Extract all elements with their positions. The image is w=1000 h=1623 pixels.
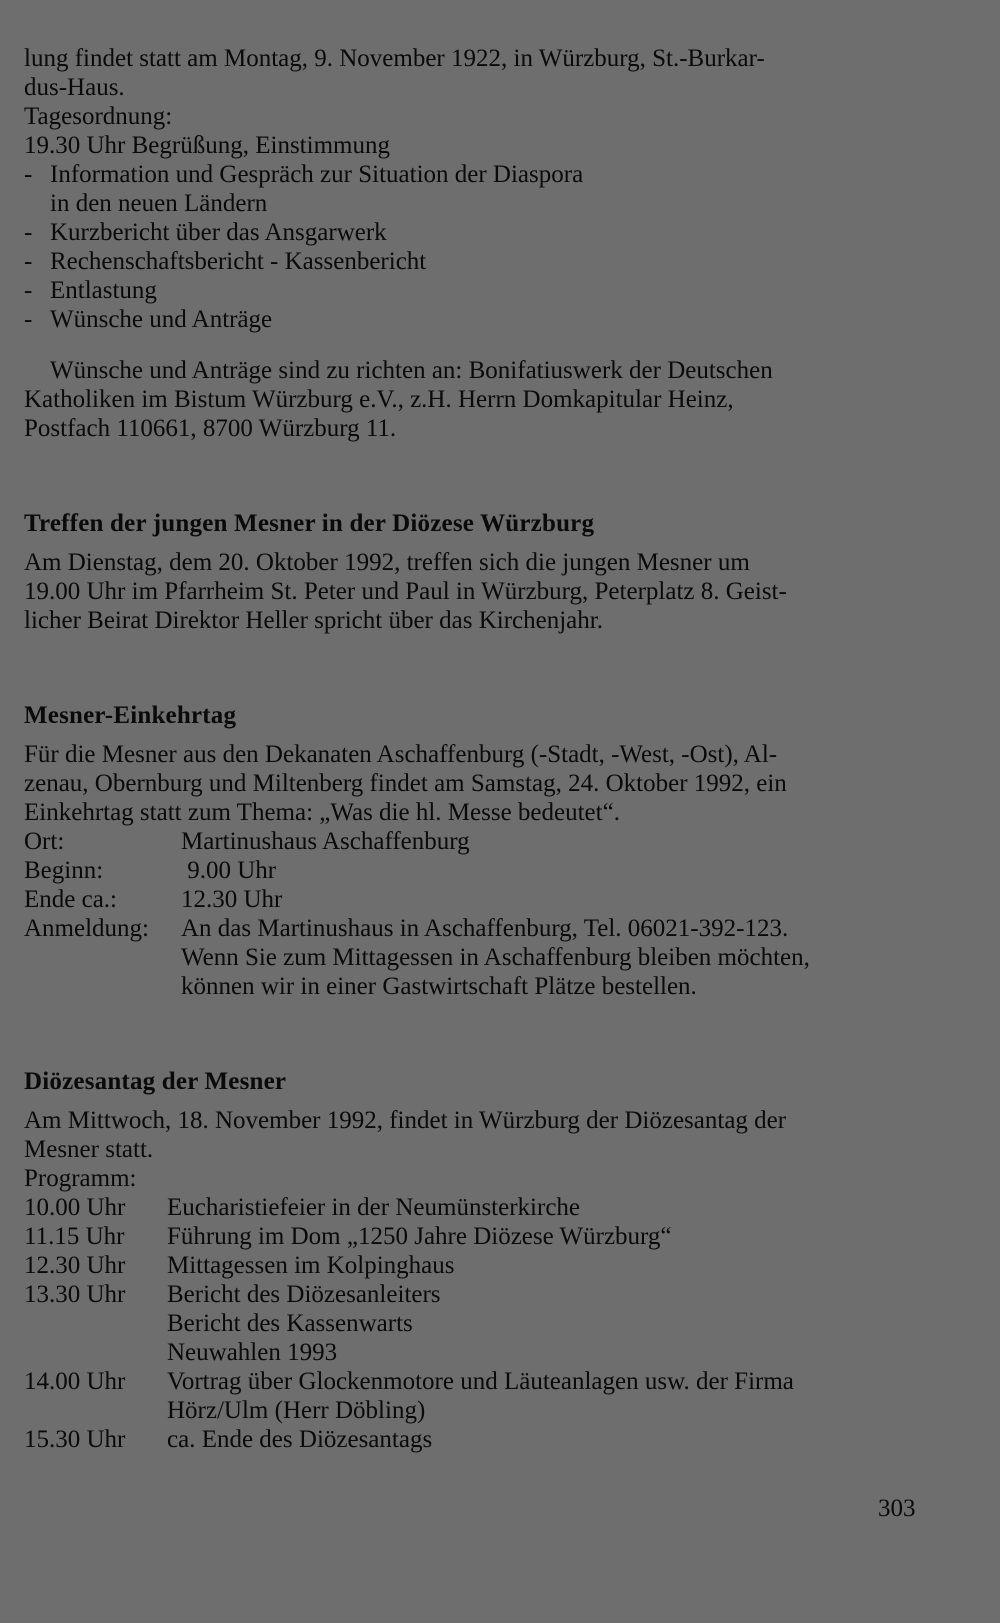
page-number: 303	[878, 1495, 916, 1522]
note-line: Katholiken im Bistum Würzburg e.V., z.H. Herrn Domkapitular Heinz,	[24, 386, 734, 413]
section-diocesan-day	[24, 1067, 924, 1454]
detail-row: Ende ca.: 12.30 Uhr	[24, 886, 283, 913]
section-heading: Diözesantag der Mesner	[24, 1068, 287, 1095]
program-row: 10.00 Uhr Eucharistiefeier in der Neumünsterkirche	[24, 1194, 581, 1221]
detail-row-cont: können wir in einer Gastwirtschaft Plätze bestellen.	[181, 973, 697, 1000]
program-row: Neuwahlen 1993	[167, 1339, 338, 1366]
text-line: Mesner statt.	[24, 1136, 154, 1163]
program-row: Bericht des Kassenwarts	[167, 1310, 413, 1337]
agenda-item: - Rechenschaftsbericht - Kassenbericht	[24, 248, 427, 275]
section-retreat-day	[24, 701, 924, 1001]
section-heading: Treffen der jungen Mesner in der Diözese Würzburg	[24, 510, 595, 537]
text-line: Am Mittwoch, 18. November 1992, findet in Würzburg der Diözesantag der	[24, 1107, 787, 1134]
agenda-item: - Kurzbericht über das Ansgarwerk	[24, 219, 387, 246]
program-row: 12.30 Uhr Mittagessen im Kolpinghaus	[24, 1252, 455, 1279]
program-row: 13.30 Uhr Bericht des Diözesanleiters	[24, 1281, 441, 1308]
text-line: Am Dienstag, dem 20. Oktober 1992, treffen sich die jungen Mesner um	[24, 549, 750, 576]
program-label: Programm:	[24, 1165, 137, 1192]
detail-row-cont: Wenn Sie zum Mittagessen in Aschaffenburg bleiben möchten,	[181, 944, 810, 971]
program-row: 15.30 Uhr ca. Ende des Diözesantags	[24, 1426, 433, 1453]
detail-row: Beginn: 9.00 Uhr	[24, 857, 277, 884]
text-line: zenau, Obernburg und Miltenberg findet am Samstag, 24. Oktober 1992, ein	[24, 770, 787, 797]
text-line: dus-Haus.	[24, 74, 125, 101]
note-line: Wünsche und Anträge sind zu richten an: Bonifatiuswerk der Deutschen	[50, 357, 773, 384]
agenda-item: - Information und Gespräch zur Situation der Diaspora	[24, 161, 584, 188]
agenda-item: - Entlastung	[24, 277, 157, 304]
text-line: licher Beirat Direktor Heller spricht über das Kirchenjahr.	[24, 607, 603, 634]
program-row: 14.00 Uhr Vortrag über Glockenmotore und Läuteanlagen usw. der Firma	[24, 1368, 794, 1395]
agenda-first: 19.30 Uhr Begrüßung, Einstimmung	[24, 132, 390, 159]
text-line: Einkehrtag statt zum Thema: „Was die hl. Messe bedeutet“.	[24, 799, 620, 826]
section-heading: Mesner-Einkehrtag	[24, 702, 237, 729]
intro-block	[24, 44, 924, 443]
program-row: 11.15 Uhr Führung im Dom „1250 Jahre Diözese Würzburg“	[24, 1223, 672, 1250]
note-line: Postfach 110661, 8700 Würzburg 11.	[24, 415, 397, 442]
program-row: Hörz/Ulm (Herr Döbling)	[167, 1397, 426, 1424]
text-line: lung findet statt am Montag, 9. November 1922, in Würzburg, St.-Burkar-	[24, 45, 765, 72]
document-page	[24, 44, 924, 1454]
detail-row: Ort: Martinushaus Aschaffenburg	[24, 828, 470, 855]
detail-row: Anmeldung: An das Martinushaus in Aschaffenburg, Tel. 06021-392-123.	[24, 915, 789, 942]
text-line: 19.00 Uhr im Pfarrheim St. Peter und Paul in Würzburg, Peterplatz 8. Geist-	[24, 578, 787, 605]
section-young-sextons	[24, 509, 924, 635]
agenda-label: Tagesordnung:	[24, 103, 173, 130]
agenda-item: - Wünsche und Anträge	[24, 306, 273, 333]
agenda-item-cont: in den neuen Ländern	[50, 190, 268, 217]
text-line: Für die Mesner aus den Dekanaten Aschaffenburg (-Stadt, -West, -Ost), Al-	[24, 741, 778, 768]
